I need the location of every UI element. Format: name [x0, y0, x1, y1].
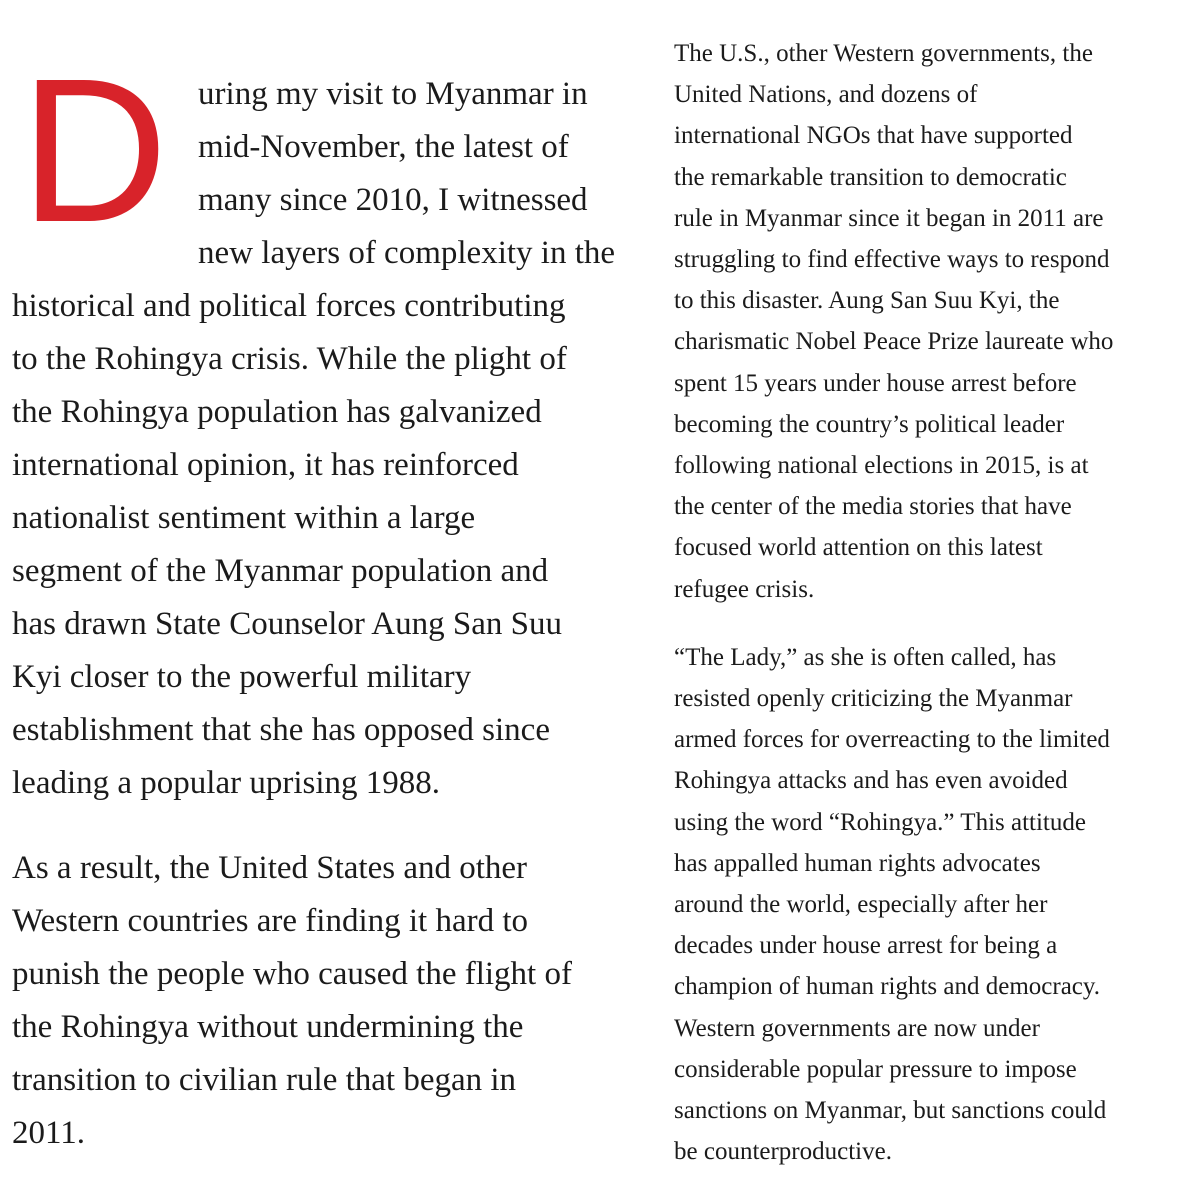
lead-paragraph-text: uring my visit to Myanmar in mid-November, the latest of many since 2010, I witnessed new layers of complexity in the historical and political forces contributing to the Rohingya crisis. While the plight of the Rohingya population has galvanized international opinion, it has reinforced nationalist sentiment within a large segment of the Myanmar population and has drawn State Counselor Aung San Suu Kyi closer to the powerful military establishment that she has opposed since leading a popular uprising 1988.: [12, 76, 616, 801]
left-column: [12, 36, 657, 1192]
right-paragraph-2: “The Lady,” as she is often called, has resisted openly criticizing the Myanmar armed forces for overreacting to the limited Rohingya attacks and has even avoided using the word “Rohingya.” This attitude has appalled human rights advocates around the world, especially after her decades under house arrest for being a champion of human rights and democracy. Western governments are now under considerable popular pressure to impose sanctions on Myanmar, but sanctions could be counterproductive.: [674, 643, 1110, 1166]
right-column: [674, 33, 1194, 1199]
drop-cap: D: [20, 36, 169, 265]
right-paragraph-1: The U.S., other Western governments, the United Nations, and dozens of international NGOs that have supported the remarkable transition to democratic rule in Myanmar since it began in 2011 are struggling to find effective ways to respond to this disaster. Aung San Suu Kyi, the charismatic Nobel Peace Prize laureate who spent 15 years under house arrest before becoming the country’s political leader following national elections in 2015, is at the center of the media stories that have focused world attention on this latest refugee crisis.: [674, 40, 1114, 603]
lead-paragraph: [12, 36, 657, 810]
left-paragraph-2: As a result, the United States and other Western countries are finding it hard to punish the people who caused the flight of the Rohingya without undermining the transition to civilian rule that began in 2011.: [12, 850, 572, 1151]
